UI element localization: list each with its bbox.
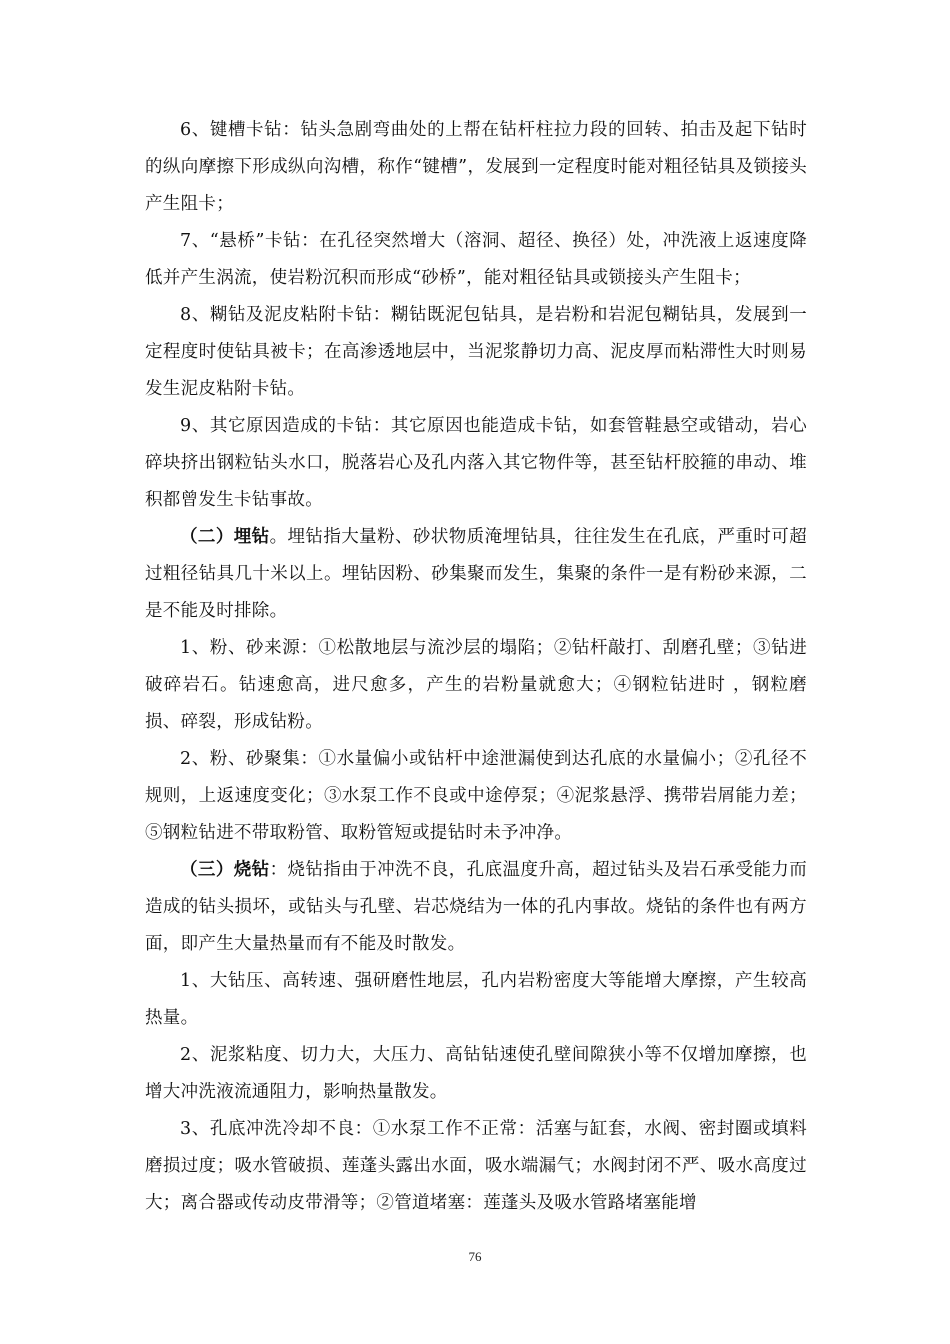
paragraph-text: 。埋钻指大量粉、砂状物质淹埋钻具，往往发生在孔底，严重时可超过粗径钻具几十米以上。埋钻因粉、砂集聚而发生，集聚的条件一是有粉砂来源，二是不能及时排除。 [145, 527, 808, 621]
section-buried-drill [145, 519, 807, 630]
paragraph-mud-viscosity [145, 1037, 807, 1111]
paragraph-text: 2、粉、砂聚集：①水量偏小或钻杆中途泄漏使到达孔底的水量偏小；②孔径不规则，上返速度变化；③水泵工作不良或中途停泵；④泥浆悬浮、携带岩屑能力差；⑤钢粒钻进不带取粉管、取粉管短或提钻时未予冲净。 [145, 749, 807, 843]
paragraph-friction-heat [145, 963, 807, 1037]
section-heading: （三）烧钻 [180, 860, 270, 880]
document-body [145, 112, 807, 1222]
paragraph-text: 8、糊钻及泥皮粘附卡钻：糊钻既泥包钻具，是岩粉和岩泥包糊钻具，发展到一定程度时使钻具被卡；在高渗透地层中，当泥浆静切力高、泥皮厚而粘滞性大时则易发生泥皮粘附卡钻。 [145, 305, 807, 399]
paragraph-poor-cooling [145, 1111, 807, 1222]
paragraph-key-slot-sticking [145, 112, 807, 223]
section-heading: （二）埋钻 [180, 527, 270, 547]
paragraph-bridge-sticking [145, 223, 807, 297]
paragraph-text: 1、大钻压、高转速、强研磨性地层，孔内岩粉密度大等能增大摩擦，产生较高热量。 [145, 971, 807, 1028]
section-burnt-drill [145, 852, 807, 963]
paragraph-sand-accumulation [145, 741, 807, 852]
paragraph-text: 3、孔底冲洗冷却不良：①水泵工作不正常：活塞与缸套，水阀、密封圈或填料磨损过度；吸水管破损、莲蓬头露出水面，吸水端漏气；水阀封闭不严、吸水高度过大；离合器或传动皮带滑等；②管道堵塞：莲蓬头及吸水管路堵塞能增 [145, 1119, 807, 1213]
paragraph-balling-sticking [145, 297, 807, 408]
page-number: 76 [468, 1249, 482, 1264]
paragraph-other-causes [145, 408, 807, 519]
paragraph-text: 7、“悬桥”卡钻：在孔径突然增大（溶洞、超径、换径）处，冲洗液上返速度降低并产生涡流，使岩粉沉积而形成“砂桥”，能对粗径钻具或锁接头产生阻卡； [145, 231, 807, 288]
paragraph-text: 2、泥浆粘度、切力大，大压力、高钻钻速使孔壁间隙狭小等不仅增加摩擦，也增大冲洗液流通阻力，影响热量散发。 [145, 1045, 807, 1102]
paragraph-text: 6、键槽卡钻：钻头急剧弯曲处的上帮在钻杆柱拉力段的回转、拍击及起下钻时的纵向摩擦下形成纵向沟槽，称作“键槽”，发展到一定程度时能对粗径钻具及锁接头产生阻卡； [145, 120, 807, 214]
paragraph-text: ：烧钻指由于冲洗不良，孔底温度升高，超过钻头及岩石承受能力而造成的钻头损坏，或钻头与孔壁、岩芯烧结为一体的孔内事故。烧钻的条件也有两方面，即产生大量热量而有不能及时散发。 [145, 860, 808, 954]
paragraph-sand-source [145, 630, 807, 741]
paragraph-text: 1、粉、砂来源：①松散地层与流沙层的塌陷；②钻杆敲打、刮磨孔壁；③钻进破碎岩石。钻速愈高，进尺愈多，产生的岩粉量就愈大；④钢粒钻进时 ，钢粒磨损、碎裂，形成钻粉。 [145, 638, 807, 732]
paragraph-text: 9、其它原因造成的卡钻：其它原因也能造成卡钻，如套管鞋悬空或错动，岩心碎块挤出钢粒钻头水口，脱落岩心及孔内落入其它物件等，甚至钻杆胶箍的串动、堆积都曾发生卡钻事故。 [145, 416, 807, 510]
